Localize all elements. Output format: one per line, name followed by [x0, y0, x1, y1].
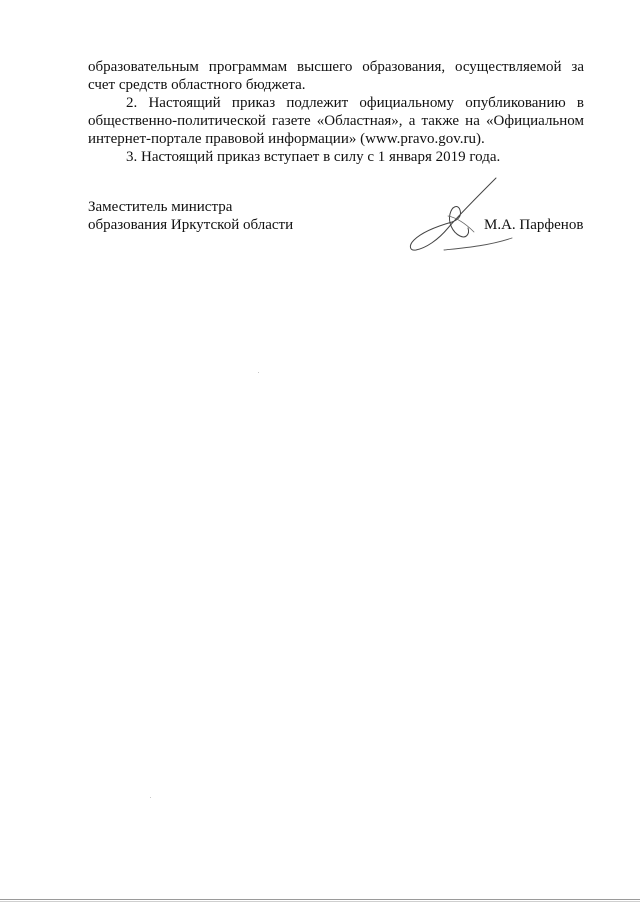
signatory-position-line2: образования Иркутской области — [88, 217, 294, 233]
signatory-position — [88, 198, 293, 234]
paragraph-3: 3. Настоящий приказ вступает в силу с 1 января 2019 года. — [126, 149, 501, 165]
signatory-name: М.А. Парфенов — [484, 217, 584, 233]
scan-edge-line — [0, 899, 640, 900]
paragraph-2: 2. Настоящий приказ подлежит официальному опубликованию в общественно-политической газете «Областная», а также на «Официальном интернет-портале правовой информации» (www.pravo.gov.ru). — [88, 95, 584, 147]
paragraph-continuation: образовательным программам высшего образования, осуществляемой за счет средств областного бюджета. — [88, 59, 584, 93]
scan-speck — [258, 372, 259, 373]
scan-speck — [150, 797, 151, 798]
signatory-position-line1: Заместитель министра — [88, 199, 233, 215]
scan-edge-line — [0, 901, 640, 902]
